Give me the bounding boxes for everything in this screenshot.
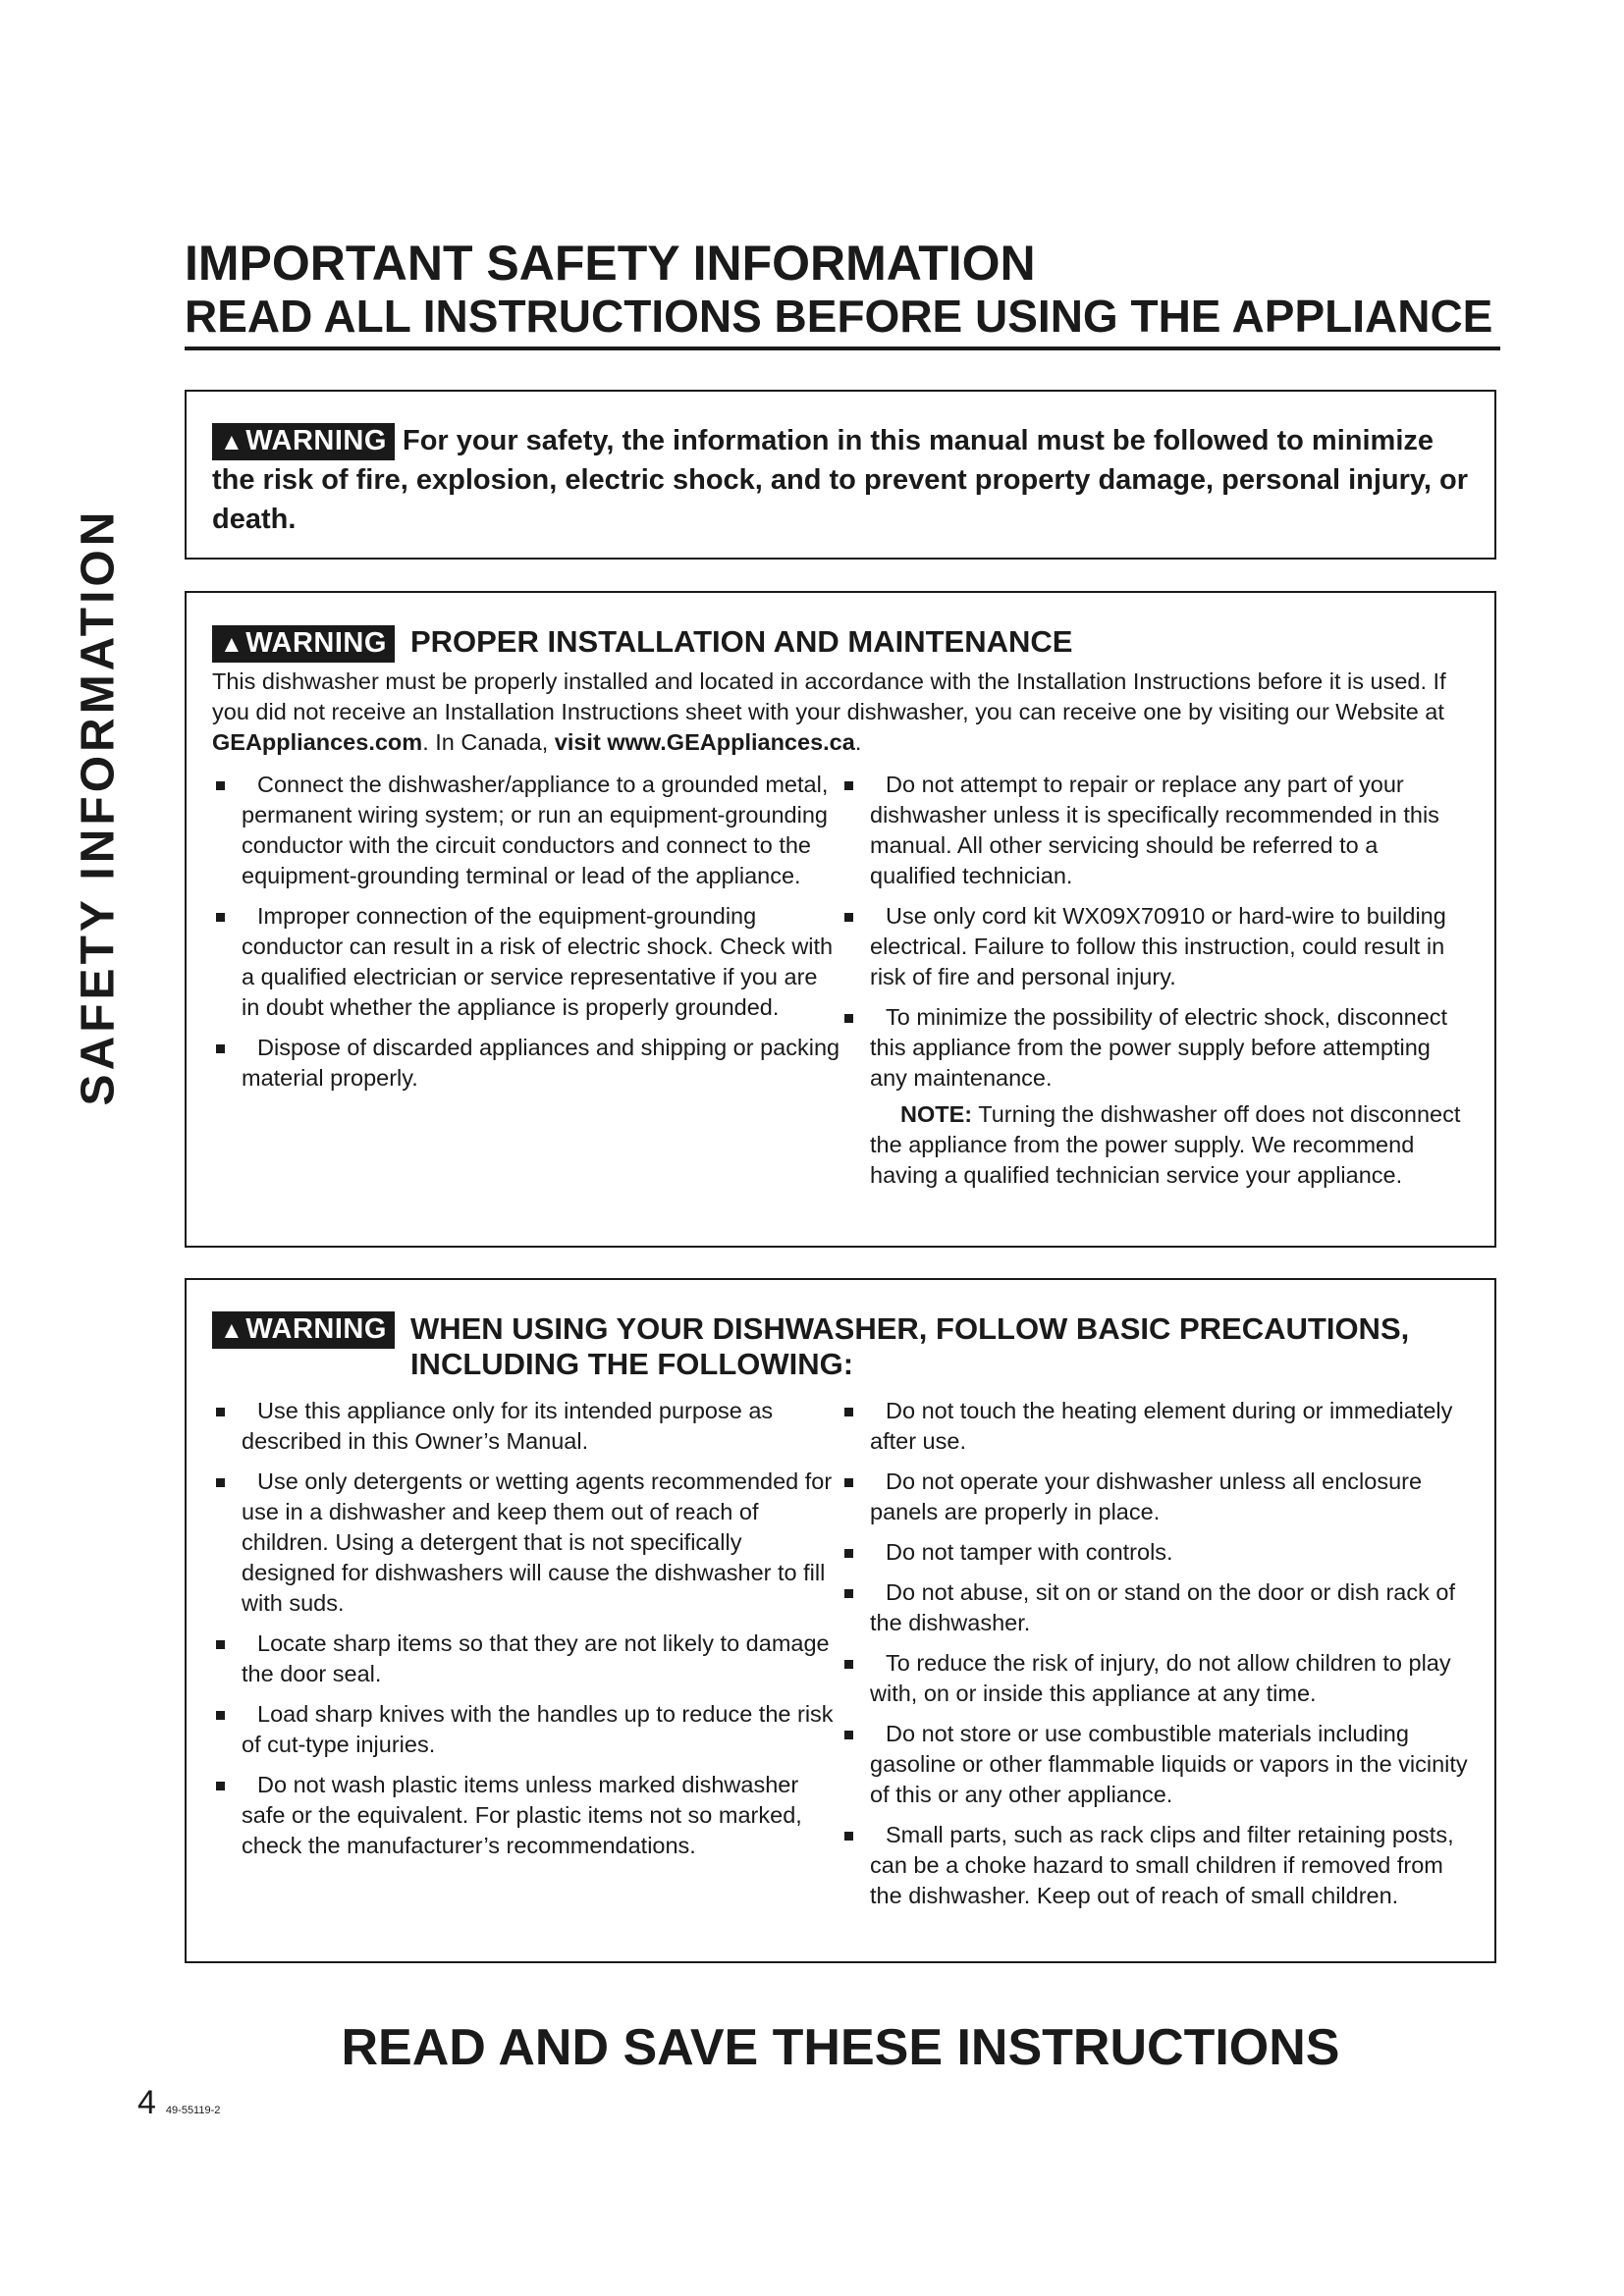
list-item: Do not abuse, sit on or stand on the door or dish rack of the dishwasher. <box>840 1577 1469 1638</box>
note-label: NOTE: <box>900 1101 973 1127</box>
list-item: Do not operate your dishwasher unless all enclosure panels are properly in place. <box>840 1467 1469 1527</box>
warning-badge-label: WARNING <box>245 1313 387 1345</box>
list-item: Improper connection of the equipment-grounding conductor can result in a risk of electric shock. Check with a qualified electrician or service representative if you are in doubt whether the appliance is properly grounded. <box>212 901 840 1023</box>
installation-intro <box>212 667 1469 758</box>
warning-triangle-icon: ▲ <box>220 631 244 658</box>
list-item: Connect the dishwasher/appliance to a grounded metal, permanent wiring system; or run an equipment-grounding conductor with the circuit conductors and connect to the equipment-grounding terminal or lead of the appliance. <box>212 770 840 891</box>
precautions-heading <box>212 1311 1469 1382</box>
ge-website-link[interactable]: GEAppliances.com <box>212 729 423 755</box>
intro-text-mid: . In Canada, <box>422 729 555 755</box>
page-title: IMPORTANT SAFETY INFORMATION <box>185 236 1036 291</box>
list-item: Do not attempt to repair or replace any part of your dishwasher unless it is specifically recommended in this manual. All other servicing should be referred to a qualified technician. <box>840 770 1469 891</box>
warning-triangle-icon: ▲ <box>220 1317 244 1344</box>
list-item: Use only detergents or wetting agents recommended for use in a dishwasher and keep them out of reach of children. Using a detergent that is not specifically designed for dishwashers will cause the dishwasher to fill with suds. <box>212 1467 840 1619</box>
list-item: Do not wash plastic items unless marked dishwasher safe or the equivalent. For plastic items not so marked, check the manufacturer’s recommendations. <box>212 1770 840 1861</box>
list-item: Do not touch the heating element during or immediately after use. <box>840 1396 1469 1457</box>
list-item: Load sharp knives with the handles up to reduce the risk of cut-type injuries. <box>212 1699 840 1760</box>
warning-box-general <box>185 390 1496 560</box>
installation-title: PROPER INSTALLATION AND MAINTENANCE <box>409 624 1073 659</box>
installation-heading <box>212 624 1469 663</box>
warning-badge-label: WARNING <box>245 627 387 659</box>
page-footer <box>137 2084 220 2122</box>
page-number: 4 <box>137 2084 156 2121</box>
installation-columns <box>212 770 1469 1191</box>
maintenance-note <box>840 1099 1469 1191</box>
warning-lead-paragraph <box>212 421 1469 539</box>
closing-heading: READ AND SAVE THESE INSTRUCTIONS <box>341 2019 1340 2076</box>
list-item: Do not tamper with controls. <box>840 1537 1469 1568</box>
document-number: 49-55119-2 <box>165 2105 221 2116</box>
list-item: Use this appliance only for its intended purpose as described in this Owner’s Manual. <box>212 1396 840 1457</box>
list-item: To reduce the risk of injury, do not allow children to play with, on or inside this appliance at any time. <box>840 1648 1469 1709</box>
precautions-left-column <box>212 1396 840 1921</box>
list-item: To minimize the possibility of electric shock, disconnect this appliance from the power supply before attempting any maintenance. <box>840 1002 1469 1094</box>
warning-badge <box>212 423 395 460</box>
intro-text-end: . <box>854 729 862 755</box>
ge-canada-website-link[interactable]: visit www.GEAppliances.ca <box>554 729 855 755</box>
page-header <box>185 236 1500 350</box>
precautions-columns <box>212 1396 1469 1921</box>
precautions-right-column <box>840 1396 1469 1921</box>
warning-box-installation <box>185 591 1496 1248</box>
page-subtitle: READ ALL INSTRUCTIONS BEFORE USING THE APPLIANCE <box>185 294 1500 350</box>
intro-text: This dishwasher must be properly installed and located in accordance with the Installation Instructions before it is used. If you did not receive an Installation Instructions sheet with your dishwasher, you can receive one by visiting our Website at <box>212 668 1446 724</box>
installation-left-column <box>212 770 840 1191</box>
warning-badge-label: WARNING <box>245 425 387 456</box>
warning-badge <box>212 1311 395 1349</box>
warning-box-precautions <box>185 1278 1496 1963</box>
installation-right-column <box>840 770 1469 1191</box>
warning-triangle-icon: ▲ <box>220 429 244 455</box>
list-item: Use only cord kit WX09X70910 or hard-wire to building electrical. Failure to follow this instruction, could result in risk of fire and personal injury. <box>840 901 1469 992</box>
side-section-tab: SAFETY INFORMATION <box>72 507 125 1106</box>
list-item: Locate sharp items so that they are not likely to damage the door seal. <box>212 1629 840 1689</box>
note-text: Turning the dishwasher off does not disconnect the appliance from the power supply. We recommend having a qualified technician service your appliance. <box>870 1101 1461 1188</box>
precautions-title: WHEN USING YOUR DISHWASHER, FOLLOW BASIC PRECAUTIONS, INCLUDING THE FOLLOWING: <box>409 1311 1410 1381</box>
warning-badge <box>212 625 395 663</box>
list-item: Dispose of discarded appliances and shipping or packing material properly. <box>212 1033 840 1094</box>
warning-general-text: For your safety, the information in this manual must be followed to minimize the risk of fire, explosion, electric shock, and to prevent property damage, personal injury, or death. <box>212 425 1469 535</box>
list-item: Do not store or use combustible materials including gasoline or other flammable liquids or vapors in the vicinity of this or any other appliance. <box>840 1719 1469 1810</box>
list-item: Small parts, such as rack clips and filter retaining posts, can be a choke hazard to small children if removed from the dishwasher. Keep out of reach of small children. <box>840 1820 1469 1911</box>
